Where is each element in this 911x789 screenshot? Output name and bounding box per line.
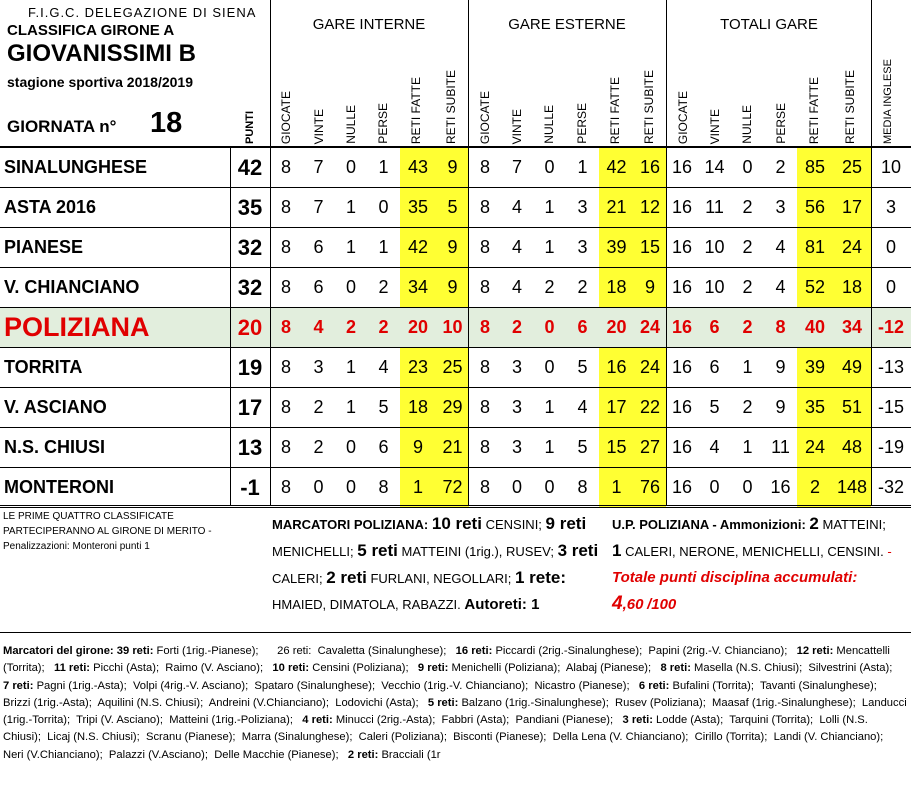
stat-cell: 6	[709, 317, 720, 337]
stat-cell: 1	[742, 437, 753, 457]
stat-cell: 42	[400, 228, 436, 267]
stat-cell: 2	[742, 397, 753, 417]
team-name: V. CHIANCIANO	[4, 277, 140, 297]
scorers-9: 9 reti	[545, 514, 587, 533]
stat-cell: 2	[313, 437, 324, 457]
col-vinte-tot: VINTE	[708, 108, 722, 144]
scorers-9-names: MENICHELLI;	[272, 544, 354, 559]
stat-cell: 10	[880, 157, 902, 177]
scorers-goal-count: 39 reti:	[113, 645, 154, 657]
stat-cell: 25	[833, 148, 871, 187]
stat-cell: 39	[599, 228, 634, 267]
team-points: 35	[237, 195, 263, 220]
col-fatte-tot: RETI FATTE	[807, 76, 821, 144]
col-fatte-est: RETI FATTE	[608, 76, 622, 144]
stat-cell: 15	[634, 228, 666, 267]
scorers-5: 5 reti	[357, 541, 398, 560]
table-header	[0, 0, 911, 148]
stat-cell: 6	[577, 317, 588, 337]
scorers-2-names: FURLANI, NEGOLLARI;	[370, 571, 512, 586]
stat-cell: 56	[797, 188, 833, 227]
group-gare-interne: GARE INTERNE	[312, 16, 426, 33]
team-name: PIANESE	[4, 237, 84, 257]
scorers-names: Mencattelli (Torrita);	[3, 645, 894, 675]
team-points: 13	[237, 435, 263, 460]
stat-cell: 5	[577, 437, 588, 457]
stat-cell: 1	[345, 357, 356, 377]
stat-cell: 2	[511, 317, 522, 337]
stat-cell: 4	[775, 277, 786, 297]
scorers-1-names: HMAIED, DIMATOLA, RABAZZI.	[272, 597, 461, 612]
scorers-names: Piccardi (2rig.-Sinalunghese); Papini (2rig.-V. Chianciano);	[492, 645, 794, 657]
stat-cell: 1	[345, 237, 356, 257]
stat-cell: 16	[671, 477, 693, 497]
stat-cell: 34	[841, 317, 863, 337]
scorers-3-names: CALERI;	[272, 571, 323, 586]
stat-cell: 22	[634, 388, 666, 427]
stat-cell: 1	[544, 237, 555, 257]
scorers-divider	[0, 632, 911, 633]
col-fatte-int: RETI FATTE	[409, 76, 423, 144]
scorers-names: Censini (Poliziana);	[309, 662, 415, 675]
stat-cell: 11	[705, 197, 724, 217]
stat-cell: 4	[313, 317, 324, 337]
stat-cell: 17	[833, 188, 871, 227]
stat-cell: 40	[804, 317, 826, 337]
stat-cell: 2	[378, 317, 389, 337]
stat-cell: 0	[345, 277, 356, 297]
stat-cell: -12	[877, 317, 904, 337]
team-points: 20	[237, 315, 263, 340]
stat-cell: 9	[775, 357, 786, 377]
scorers-names: Picchi (Asta); Raimo (V. Asciano);	[90, 662, 270, 675]
stat-cell: 7	[511, 157, 522, 177]
scorers-names: Bufalini (Torrita); Tavanti (Sinalunghese); Brizzi (1rig.-Asta); Aquilini (N.S. Chiusi); Andreini (V.Chianciano); Lodovichi (Asta);	[3, 679, 884, 709]
col-subite-int: RETI SUBITE	[444, 69, 458, 144]
team-name: ASTA 2016	[4, 197, 97, 217]
stat-cell: 16	[671, 237, 693, 257]
stat-cell: 11	[771, 437, 790, 457]
stat-cell: 0	[742, 157, 753, 177]
stat-cell: 8	[479, 237, 490, 257]
stat-cell: 9	[775, 397, 786, 417]
stat-cell: 25	[436, 348, 469, 387]
col-giocate-tot: GIOCATE	[676, 90, 690, 144]
stat-cell: 23	[400, 348, 436, 387]
giornata-label: GIORNATA n°	[7, 117, 117, 136]
stat-cell: 76	[634, 468, 666, 507]
stat-cell: 1	[400, 468, 436, 507]
stat-cell: 16	[671, 317, 693, 337]
federation-label: F.I.G.C. DELEGAZIONE DI SIENA	[28, 5, 257, 20]
stat-cell: 6	[709, 357, 720, 377]
stat-cell: 4	[378, 357, 389, 377]
col-subite-est: RETI SUBITE	[642, 69, 656, 144]
scorers-names: Lodde (Asta); Tarquini (Torrita); Lolli (N.S. Chiusi); Licaj (N.S. Chiusi); Scranu (Pianese); Marra (Sinalunghese); Caleri (Poliziana); Bisconti (Pianese); Della Lena (V. Chianciano); Cirillo (Torrita); Landi (V. Chianciano); Neri (V.Chianciano); Palazzi (V.Asciano); Delle Macchie (Pianese);	[3, 714, 890, 761]
scorers-1: 1 rete:	[514, 568, 566, 587]
stat-cell: -15	[877, 397, 904, 417]
col-giocate-est: GIOCATE	[478, 90, 492, 144]
stat-cell: 2	[742, 277, 753, 297]
grid-line	[270, 0, 271, 505]
scorers-goal-count: 16 reti:	[452, 645, 493, 657]
scorers-names: Balzano (1rig.-Sinalunghese); Rusev (Poliziana); Maasaf (1rig.-Sinalunghese); Landucci (1rig.-Torrita); Tripi (V. Asciano); Matteini (1rig.-Poliziana);	[3, 696, 910, 727]
stat-cell: 2	[313, 397, 324, 417]
stat-cell: 17	[599, 388, 634, 427]
grid-line	[230, 148, 231, 505]
stat-cell: 8	[479, 277, 490, 297]
scorers-goal-count: 12 reti:	[793, 645, 834, 657]
stat-cell: 1	[544, 437, 555, 457]
stat-cell: 24	[639, 317, 661, 337]
scorers-10: 10 reti	[431, 514, 482, 533]
scorers-5-names: MATTEINI (1rig.), RUSEV;	[401, 544, 554, 559]
stat-cell: 8	[280, 157, 291, 177]
scorers-label: MARCATORI POLIZIANA:	[272, 517, 429, 532]
ammonizioni-1: 1	[612, 541, 622, 560]
stat-cell: 24	[833, 228, 871, 267]
stat-cell: 2	[577, 277, 588, 297]
stat-cell: 27	[634, 428, 666, 467]
stat-cell: 0	[742, 477, 753, 497]
stat-cell: 0	[345, 477, 356, 497]
scorers-names: Pagni (1rig.-Asta); Volpi (4rig.-V. Asciano); Spataro (Sinalunghese); Vecchio (1rig.-V. Chianciano); Nicastro (Pianese);	[33, 679, 636, 692]
stat-cell: 21	[599, 188, 634, 227]
table-row	[0, 228, 911, 268]
team-name: MONTERONI	[4, 477, 114, 497]
stat-cell: 8	[479, 397, 490, 417]
stat-cell: 1	[544, 197, 555, 217]
stat-cell: 8	[479, 197, 490, 217]
table-row	[0, 388, 911, 428]
stat-cell: 0	[544, 317, 555, 337]
col-vinte-int: VINTE	[312, 108, 326, 144]
table-row	[0, 468, 911, 508]
stat-cell: 52	[797, 268, 833, 307]
stat-cell: 3	[511, 357, 522, 377]
stat-cell: 9	[436, 268, 469, 307]
table-bottom-line	[0, 505, 911, 506]
scorers-goal-count: 10 reti:	[269, 662, 310, 675]
stat-cell: 3	[885, 197, 896, 217]
stat-cell: 4	[577, 397, 588, 417]
own-goals: Autoreti: 1	[464, 596, 540, 613]
stat-cell: 5	[378, 397, 389, 417]
stat-cell: 8	[479, 317, 490, 337]
team-points: 32	[237, 275, 263, 300]
stat-cell: 18	[833, 268, 871, 307]
scorers-goal-count: 9 reti:	[414, 662, 449, 675]
table-row	[0, 428, 911, 468]
col-nulle-tot: NULLE	[740, 105, 754, 144]
discipline-total-max: /100	[647, 596, 677, 613]
stat-cell: 16	[671, 277, 693, 297]
stat-cell: 8	[479, 157, 490, 177]
stat-cell: 148	[833, 468, 871, 507]
scorers-names: Menichelli (Poliziana); Alabaj (Pianese);	[448, 662, 658, 675]
stat-cell: 1	[599, 468, 634, 507]
stat-cell: 8	[280, 397, 291, 417]
stat-cell: 10	[704, 237, 725, 257]
scorers-3: 3 reti	[557, 541, 599, 560]
stat-cell: 34	[400, 268, 436, 307]
stat-cell: 4	[511, 197, 522, 217]
col-vinte-est: VINTE	[510, 108, 524, 144]
stat-cell: 2	[742, 237, 753, 257]
stat-cell: 7	[313, 157, 324, 177]
stat-cell: 2	[378, 277, 389, 297]
stat-cell: 39	[797, 348, 833, 387]
standings-table	[0, 148, 911, 508]
team-points: 17	[237, 395, 263, 420]
stat-cell: 24	[797, 428, 833, 467]
team-points: 19	[237, 355, 263, 380]
stat-cell: 1	[544, 397, 555, 417]
discipline-dash: -	[887, 544, 892, 559]
stat-cell: 4	[709, 437, 720, 457]
stat-cell: 81	[797, 228, 833, 267]
team-name: V. ASCIANO	[4, 397, 107, 417]
stat-cell: 4	[775, 237, 786, 257]
stat-cell: 29	[436, 388, 469, 427]
stat-cell: 16	[770, 477, 791, 497]
scorers-goal-count: 11 reti:	[50, 662, 91, 675]
team-name: TORRITA	[4, 357, 83, 377]
stat-cell: 9	[436, 228, 469, 267]
stat-cell: 16	[671, 197, 693, 217]
stat-cell: 0	[544, 477, 555, 497]
stat-cell: 0	[885, 277, 896, 297]
stat-cell: 2	[544, 277, 555, 297]
stat-cell: 48	[833, 428, 871, 467]
stat-cell: 0	[313, 477, 324, 497]
stat-cell: 43	[400, 148, 436, 187]
group-totali-gare: TOTALI GARE	[720, 16, 818, 33]
stat-cell: 8	[479, 357, 490, 377]
col-punti: PUNTI	[244, 111, 256, 144]
scorers-names: Bracciali (1r	[378, 748, 441, 761]
stat-cell: 8	[280, 357, 291, 377]
stat-cell: 9	[436, 148, 469, 187]
stat-cell: 8	[280, 237, 291, 257]
stat-cell: 1	[378, 237, 389, 257]
stat-cell: 35	[400, 188, 436, 227]
stat-cell: 24	[634, 348, 666, 387]
stat-cell: 8	[280, 477, 291, 497]
stat-cell: 0	[885, 237, 896, 257]
stat-cell: 10	[442, 317, 463, 337]
table-row	[0, 308, 911, 348]
discipline-total-decimal: ,60	[622, 596, 644, 613]
stat-cell: 4	[511, 237, 522, 257]
scorers-names: Forti (1rig.-Pianese); 26 reti: Cavaletta (Sinalunghese);	[153, 645, 453, 657]
stat-cell: 20	[606, 317, 627, 337]
stat-cell: -32	[877, 477, 904, 497]
col-giocate-int: GIOCATE	[279, 90, 293, 144]
stat-cell: 8	[280, 437, 291, 457]
stat-cell: 6	[378, 437, 389, 457]
stat-cell: 1	[577, 157, 588, 177]
stat-cell: 0	[345, 157, 356, 177]
stat-cell: 3	[313, 357, 324, 377]
stat-cell: 35	[797, 388, 833, 427]
stat-cell: 0	[511, 477, 522, 497]
stat-cell: 16	[671, 437, 693, 457]
col-nulle-int: NULLE	[344, 105, 358, 144]
scorers-goal-count: 7 reti:	[3, 662, 902, 692]
team-name: N.S. CHIUSI	[4, 437, 106, 457]
note-line-3: Penalizzazioni: Monteroni punti 1	[3, 541, 150, 552]
stat-cell: 6	[313, 277, 324, 297]
stat-cell: 16	[671, 357, 693, 377]
col-perse-int: PERSE	[376, 103, 390, 144]
stat-cell: 0	[345, 437, 356, 457]
stat-cell: 1	[345, 397, 356, 417]
stat-cell: 18	[400, 388, 436, 427]
col-subite-tot: RETI SUBITE	[843, 69, 857, 144]
stat-cell: 16	[634, 148, 666, 187]
stat-cell: 1	[378, 157, 389, 177]
ammonizioni-1-names: CALERI, NERONE, MENICHELLI, CENSINI.	[625, 544, 884, 559]
ammonizioni-2: 2	[809, 514, 819, 533]
scorers-goal-count: 4 reti:	[299, 714, 333, 727]
stat-cell: 9	[634, 268, 666, 307]
table-row	[0, 348, 911, 388]
stat-cell: 9	[400, 428, 436, 467]
scorers-goal-count: 8 reti:	[657, 662, 691, 675]
stat-cell: 8	[775, 317, 786, 337]
classifica-label: CLASSIFICA GIRONE A	[7, 22, 175, 39]
stat-cell: 21	[436, 428, 469, 467]
scorers-goal-count: 3 reti:	[619, 714, 653, 727]
stat-cell: 16	[671, 397, 693, 417]
stat-cell: 7	[313, 197, 324, 217]
stat-cell: 10	[704, 277, 725, 297]
qualification-note	[3, 509, 212, 554]
stat-cell: 16	[671, 157, 693, 177]
stat-cell: 18	[599, 268, 634, 307]
stat-cell: 12	[634, 188, 666, 227]
note-line-2: PARTECIPERANNO AL GIRONE DI MERITO -	[3, 526, 212, 537]
stat-cell: 51	[833, 388, 871, 427]
stat-cell: 8	[378, 477, 389, 497]
stat-cell: 0	[544, 357, 555, 377]
scorers-goal-count: Marcatori del girone:	[3, 645, 114, 657]
stat-cell: 3	[775, 197, 786, 217]
grid-line	[666, 0, 667, 505]
stat-cell: 0	[544, 157, 555, 177]
ammonizioni-2-names: MATTEINI;	[822, 517, 886, 532]
stat-cell: 5	[709, 397, 720, 417]
stat-cell: 42	[599, 148, 634, 187]
stat-cell: 8	[479, 477, 490, 497]
poliziana-discipline	[612, 511, 908, 618]
stat-cell: 49	[833, 348, 871, 387]
stat-cell: 15	[599, 428, 634, 467]
scorers-2: 2 reti	[326, 568, 367, 587]
stat-cell: 72	[436, 468, 469, 507]
stat-cell: 20	[407, 317, 429, 337]
note-line-1: LE PRIME QUATTRO CLASSIFICATE	[3, 511, 174, 522]
stat-cell: 8	[280, 277, 291, 297]
table-row	[0, 268, 911, 308]
scorers-goal-count: 5 reti:	[424, 696, 459, 709]
stat-cell: 8	[479, 437, 490, 457]
stat-cell: 2	[345, 317, 356, 337]
stat-cell: 3	[511, 437, 522, 457]
stat-cell: 16	[599, 348, 634, 387]
scorers-goal-count: 6 reti:	[635, 679, 670, 692]
league-scorers	[3, 643, 910, 764]
stat-cell: 1	[742, 357, 753, 377]
stat-cell: 8	[280, 197, 291, 217]
grid-line	[871, 0, 872, 505]
stat-cell: 6	[313, 237, 324, 257]
col-media-inglese: MEDIA INGLESE	[882, 59, 894, 144]
group-gare-esterne: GARE ESTERNE	[508, 16, 626, 33]
scorers-10-names: CENSINI;	[485, 517, 542, 532]
scorers-names: Minucci (2rig.-Asta); Fabbri (Asta); Pandiani (Pianese);	[332, 714, 620, 727]
stat-cell: 5	[577, 357, 588, 377]
team-name: POLIZIANA	[4, 312, 150, 342]
stat-cell: 2	[742, 317, 753, 337]
stat-cell: 8	[577, 477, 588, 497]
category-title: GIOVANISSIMI B	[7, 40, 196, 67]
col-nulle-est: NULLE	[542, 105, 556, 144]
stat-cell: 4	[511, 277, 522, 297]
table-row	[0, 188, 911, 228]
stat-cell: 3	[577, 197, 588, 217]
stat-cell: 0	[709, 477, 720, 497]
team-points: 32	[237, 235, 263, 260]
stat-cell: 0	[378, 197, 389, 217]
stat-cell: 3	[577, 237, 588, 257]
grid-line	[468, 0, 469, 505]
scorers-names: Masella (N.S. Chiusi); Silvestrini (Asta);	[690, 662, 899, 675]
discipline-total-label: Totale punti disciplina accumulati:	[612, 569, 858, 586]
stat-cell: 8	[280, 317, 291, 337]
stat-cell: 2	[742, 197, 753, 217]
scorers-goal-count: 2 reti:	[344, 748, 379, 761]
discipline-total-value: 4	[612, 593, 623, 614]
stat-cell: -19	[877, 437, 904, 457]
discipline-label: U.P. POLIZIANA - Ammonizioni:	[612, 517, 806, 532]
season-label: stagione sportiva 2018/2019	[7, 74, 193, 90]
col-perse-tot: PERSE	[774, 103, 788, 144]
team-name: SINALUNGHESE	[4, 157, 148, 177]
stat-cell: 5	[436, 188, 469, 227]
col-perse-est: PERSE	[575, 103, 589, 144]
stat-cell: 1	[345, 197, 356, 217]
stat-cell: 2	[797, 468, 833, 507]
stat-cell: 3	[511, 397, 522, 417]
stat-cell: 85	[797, 148, 833, 187]
table-row	[0, 148, 911, 188]
stat-cell: 2	[775, 157, 786, 177]
team-points: -1	[240, 475, 260, 500]
stat-cell: -13	[877, 357, 904, 377]
stat-cell: 14	[704, 157, 725, 177]
team-points: 42	[237, 155, 263, 180]
giornata-number: 18	[150, 107, 183, 139]
poliziana-scorers	[272, 511, 602, 618]
